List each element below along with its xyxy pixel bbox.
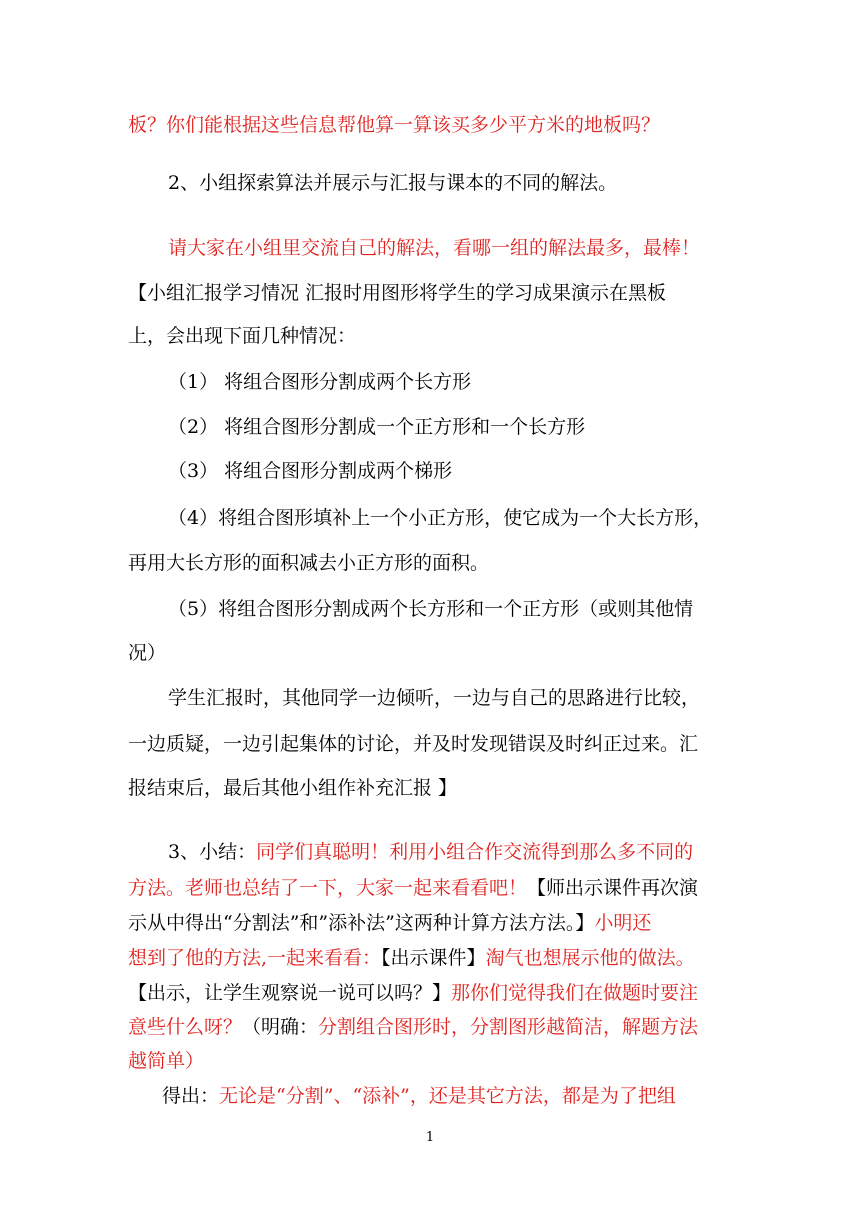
text-line [0, 685, 860, 711]
text-segment: 越简单） [128, 1050, 205, 1072]
text-segment: 小明还 [594, 912, 652, 934]
text-segment: 得出： [162, 1085, 220, 1107]
text-line [0, 458, 860, 484]
text-segment: 无论是“分割”、“添补”，还是其它方法，都是为了把组 [219, 1085, 676, 1107]
text-segment: 示从中得出“分割法”和”添补法”这两种计算方法方法。】 [128, 912, 595, 934]
text-segment: 板？你们能根据这些信息帮他算一算该买多少平方米的地板吗？ [128, 114, 661, 136]
text-segment: 【出示，让学生观察说一说可以吗？】 [128, 982, 452, 1004]
text-line [0, 1014, 860, 1040]
text-line [0, 170, 860, 196]
text-line [0, 839, 860, 865]
text-line [0, 875, 860, 901]
page-number: 1 [425, 1130, 435, 1145]
text-segment: 报结束后，最后其他小组作补充汇报 】 [128, 777, 458, 799]
text-line [0, 910, 860, 936]
text-segment: （4）将组合图形填补上一个小正方形，使它成为一个大长方形， [168, 507, 713, 529]
text-segment: （3） 将组合图形分割成两个梯形 [168, 460, 453, 482]
text-segment: （1） 将组合图形分割成两个长方形 [168, 371, 472, 393]
text-line [0, 505, 860, 531]
text-line [0, 280, 860, 306]
text-line [0, 945, 860, 971]
text-segment: 再用大长方形的面积减去小正方形的面积。 [128, 552, 490, 574]
text-line [0, 980, 860, 1006]
text-line [0, 731, 860, 757]
text-segment: 一边质疑，一边引起集体的讨论，并及时发现错误及时纠正过来。汇 [128, 733, 699, 755]
text-segment: 【小组汇报学习情况 汇报时用图形将学生的学习成果演示在黑板 [128, 282, 667, 304]
text-segment: 同学们真聪明！利用小组合作交流得到那么多不同的 [256, 841, 694, 863]
text-line [0, 369, 860, 395]
text-segment: （2） 将组合图形分割成一个正方形和一个长方形 [168, 416, 586, 438]
text-segment: 3、小结： [168, 841, 257, 863]
text-segment: 上，会出现下面几种情况： [128, 325, 357, 347]
text-line [0, 1083, 860, 1109]
text-segment: 淘气也想展示他的做法。 [485, 947, 695, 969]
text-segment: 况） [128, 642, 167, 664]
text-segment: 那你们觉得我们在做题时要注 [451, 982, 699, 1004]
text-line [0, 550, 860, 576]
text-segment: 分割组合图形时，分割图形越简洁，解题方法 [318, 1016, 699, 1038]
text-line [0, 235, 860, 261]
text-segment: （5）将组合图形分割成两个长方形和一个正方形（或则其他情 [168, 598, 694, 620]
text-segment: 【师出示课件再次演 [527, 877, 699, 899]
text-segment: 方法。老师也总结了一下，大家一起来看看吧！ [128, 877, 528, 899]
text-segment: 2、小组探索算法并展示与汇报与课本的不同的解法。 [168, 172, 618, 194]
text-line [0, 323, 860, 349]
text-line [0, 775, 860, 801]
text-segment: 想到了他的方法,一起来看看： [128, 947, 382, 969]
text-segment: （明确： [242, 1016, 319, 1038]
text-segment: 【出示课件】 [381, 947, 486, 969]
text-line [0, 112, 860, 138]
text-line [0, 640, 860, 666]
text-segment: 请大家在小组里交流自己的解法，看哪一组的解法最多，最棒！ [168, 237, 701, 259]
text-line [0, 414, 860, 440]
text-line [0, 1048, 860, 1074]
text-segment: 学生汇报时，其他同学一边倾听，一边与自己的思路进行比较， [168, 687, 701, 709]
text-segment: 意些什么呀？ [128, 1016, 243, 1038]
text-line [0, 596, 860, 622]
